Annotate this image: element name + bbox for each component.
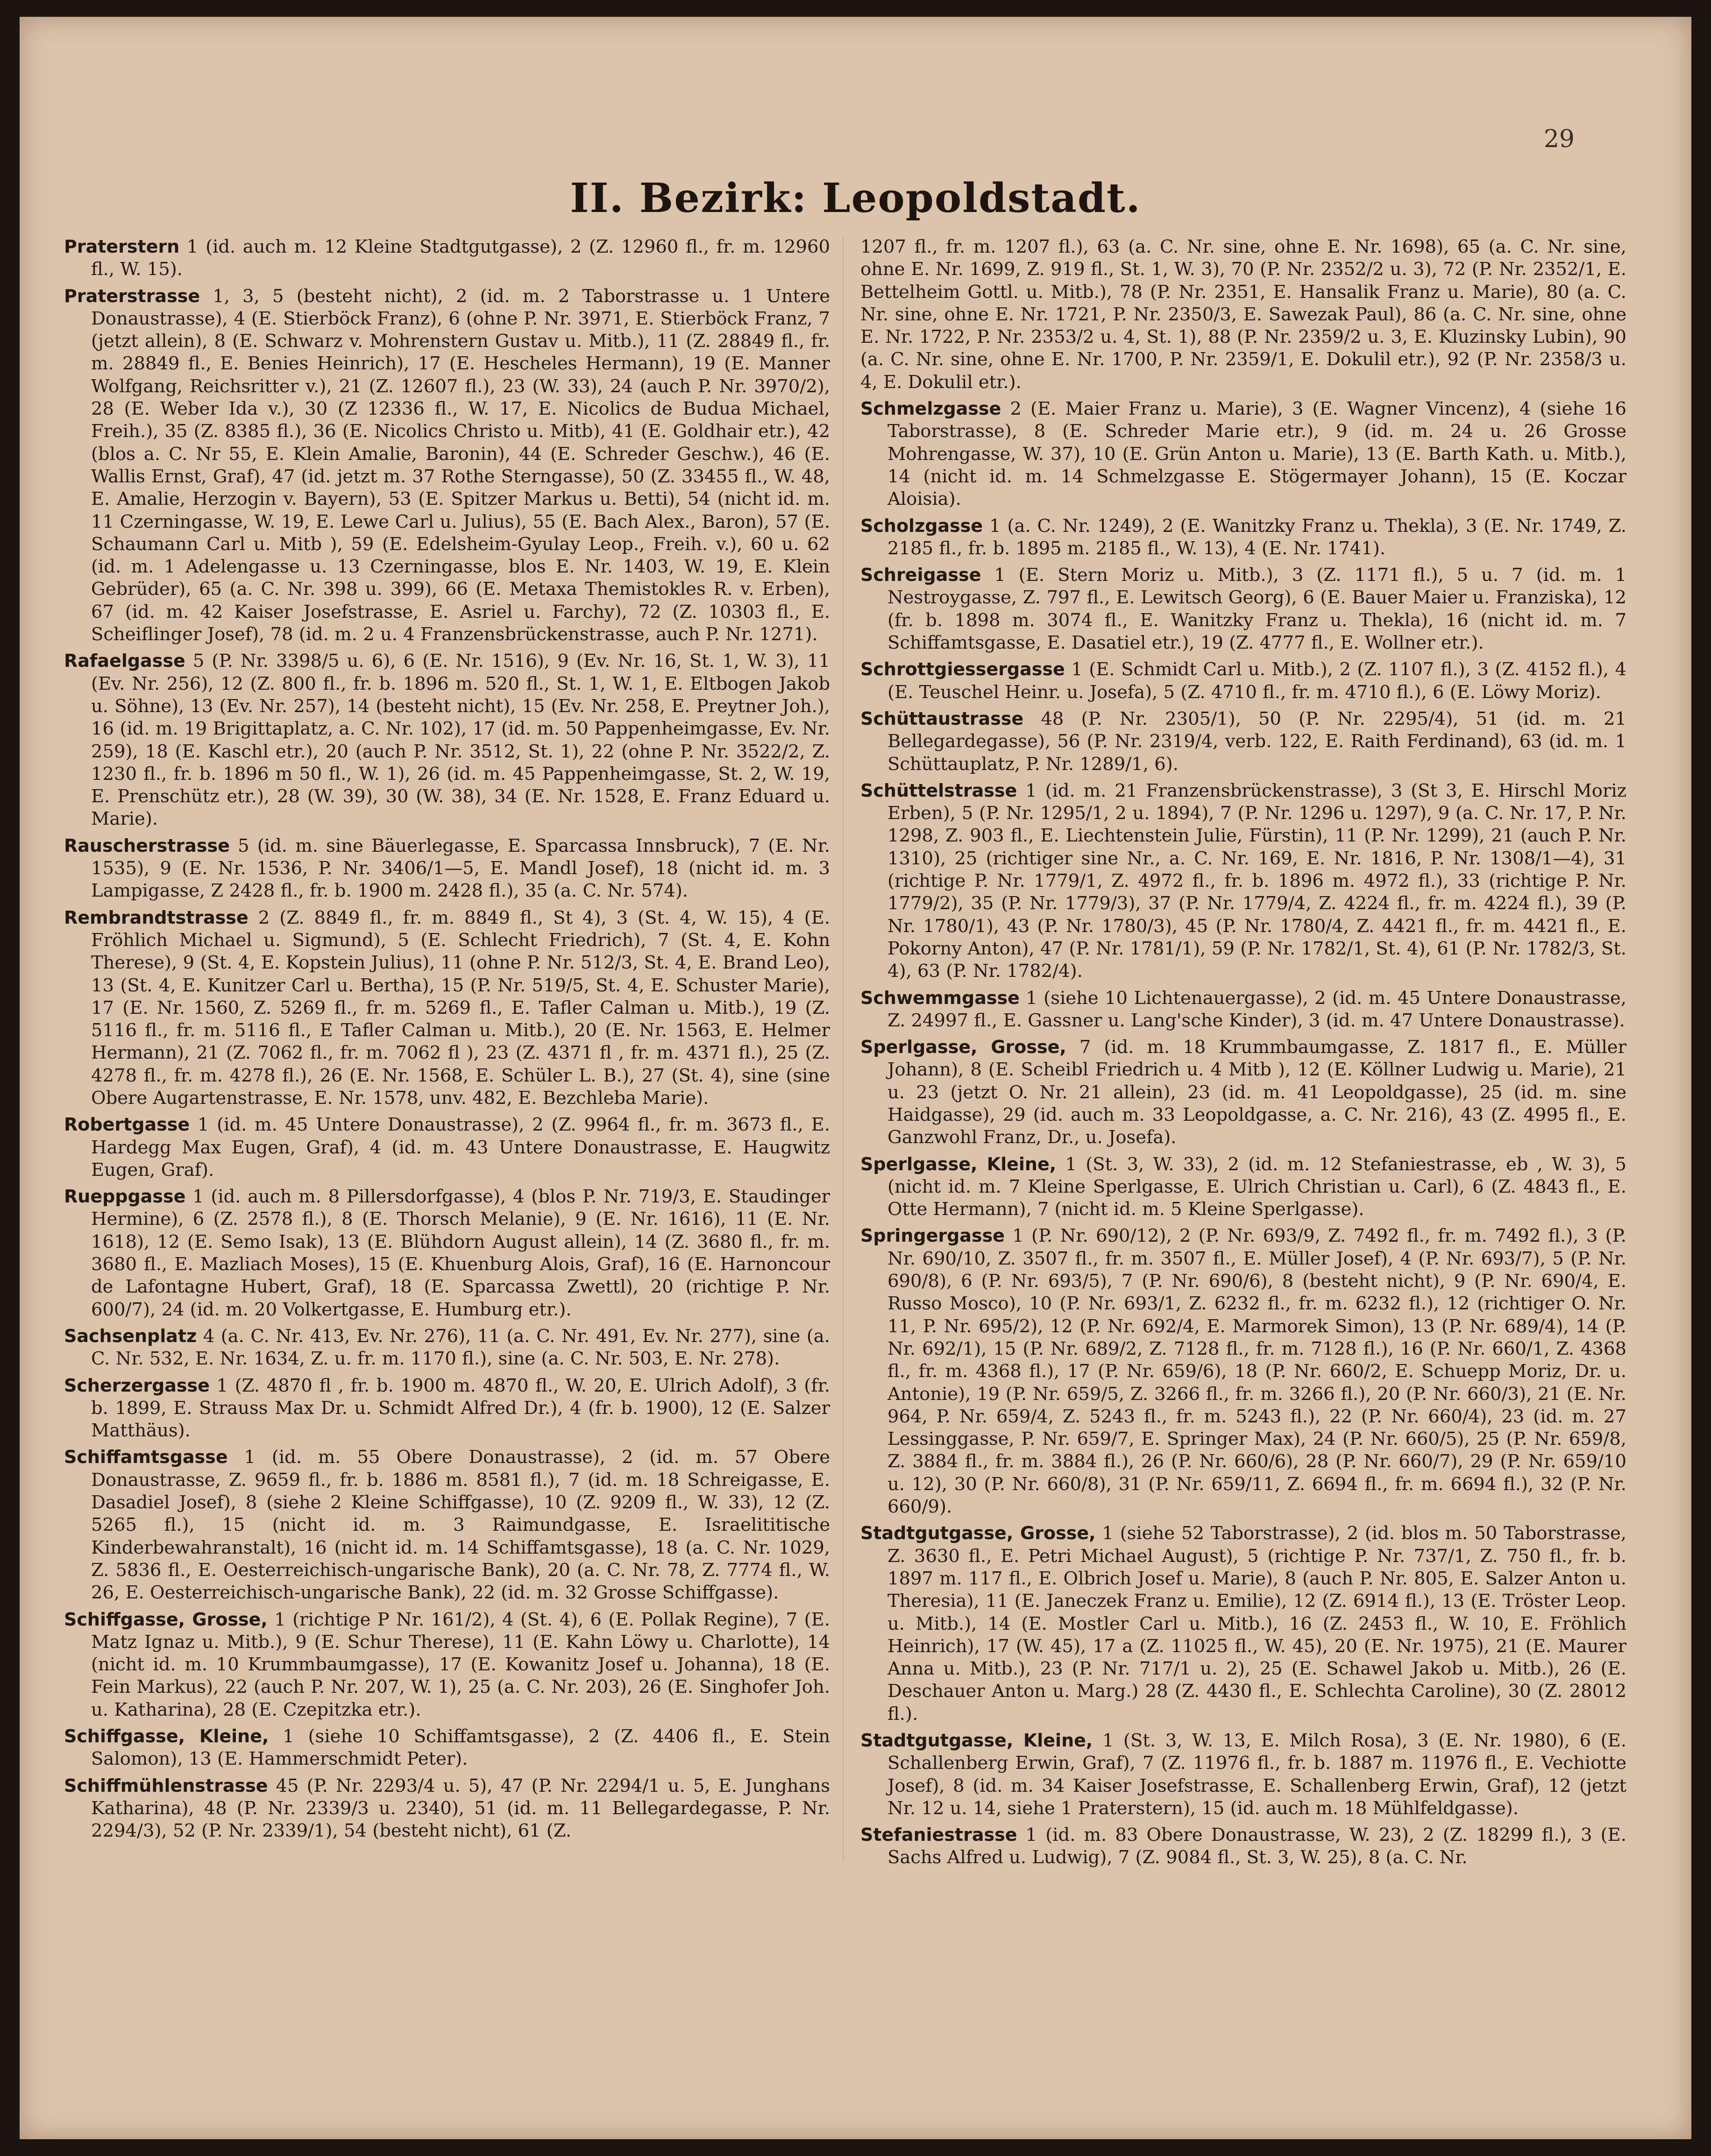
street-name: Praterstrasse (64, 285, 200, 306)
house-number-list: 1 (E. Stern Moriz u. Mitb.), 3 (Z. 1171 fl.), 5 u. 7 (id. m. 1 Nestroygasse, Z. 797 fl., E. Lewitsch Georg), 6 (E. Bauer Maier u. Franziska), 12 (fr. b. 1898 m. 3074 fl., E. Wanitzky Franz u. Thekla), 16 (nicht id. m. 7 Schiffamtsgasse, E. Dasatiel etr.), 19 (Z. 4777 fl., E. Wollner etr.). (887, 565, 1627, 654)
street-entry (860, 658, 1626, 704)
left-column (64, 235, 830, 1846)
house-number-list: 1 (E. Schmidt Carl u. Mitb.), 2 (Z. 1107 fl.), 3 (Z. 4152 fl.), 4 (E. Teuschel Heinr. u. Josefa), 5 (Z. 4710 fl., fr. m. 4710 fl.), 6 (E. Löwy Moriz). (887, 659, 1626, 703)
street-name: Rafaelgasse (64, 650, 185, 672)
street-entry (64, 906, 830, 1110)
street-name: Praterstern (64, 236, 180, 257)
street-entry (860, 564, 1626, 654)
house-number-list: 2 (Z. 8849 fl., fr. m. 8849 fl., St 4), 3 (St. 4, W. 15), 4 (E. Fröhlich Michael u. Sigmund), 5 (E. Schlecht Friedrich), 7 (St. 4, E. Kohn Therese), 9 (St. 4, E. Kopstein Julius), 11 (ohne P. Nr. 512/3, St. 4, E. Brand Leo), 13 (St. 4, E. Kunitzer Carl u. Bertha), 15 (P. Nr. 519/5, St. 4, E. Schuster Marie), 17 (E. Nr. 1560, Z. 5269 fl., fr. m. 5269 fl., E. Tafler Calman u. Mitb.), 19 (Z. 5116 fl., fr. m. 5116 fl., E Tafler Calman u. Mitb.), 20 (E. Nr. 1563, E. Helmer Hermann), 21 (Z. 7062 fl., fr. m. 7062 fl ), 23 (Z. 4371 fl , fr. m. 4371 fl.), 25 (Z. 4278 fl., fr. m. 4278 fl.), 26 (E. Nr. 1568, E. Schüler L. B.), 27 (St. 4), sine (sine Obere Augartenstrasse, E. Nr. 1578, unv. 482, E. Bezchleba Marie). (91, 907, 830, 1109)
house-number-list: 1 (id. auch m. 8 Pillersdorfgasse), 4 (blos P. Nr. 719/3, E. Staudinger Hermine), 6 (Z. 2578 fl.), 8 (E. Thorsch Melanie), 9 (E. Nr. 1616), 11 (E. Nr. 1618), 12 (E. Semo Isak), 13 (E. Blühdorn August allein), 14 (Z. 3680 fl., fr. m. 3680 fl., E. Mazliach Moses), 15 (E. Khuenburg Alois, Graf), 16 (E. Harnoncour de Lafontagne Hubert, Graf), 18 (E. Sparcassa Zwettl), 20 (richtige P. Nr. 600/7), 24 (id. m. 20 Volkertgasse, E. Humburg etr.). (91, 1186, 830, 1320)
street-entry (860, 1153, 1626, 1221)
street-name: Schiffgasse, Kleine, (64, 1726, 269, 1746)
street-name: Sachsenplatz (64, 1325, 197, 1346)
street-name: Schüttelstrasse (860, 780, 1017, 801)
street-entry (860, 1036, 1626, 1149)
street-entry (860, 1729, 1626, 1820)
street-entry (64, 1608, 830, 1721)
street-entry (64, 1185, 830, 1321)
street-name: Springergasse (860, 1225, 1005, 1246)
street-entry (64, 650, 830, 830)
street-name: Stadtgutgasse, Grosse, (860, 1523, 1096, 1544)
right-column (860, 235, 1626, 1873)
street-name: Sperlgasse, Kleine, (860, 1153, 1057, 1174)
street-name: Schüttaustrasse (860, 708, 1024, 729)
house-number-list: 1 (a. C. Nr. 1249), 2 (E. Wanitzky Franz u. Thekla), 3 (E. Nr. 1749, Z. 2185 fl., fr. b. 1895 m. 2185 fl., W. 13), 4 (E. Nr. 1741). (887, 515, 1626, 559)
street-entry (64, 1446, 830, 1604)
street-entry (64, 1113, 830, 1181)
house-number-list: 1 (id. m. 45 Untere Donaustrasse), 2 (Z. 9964 fl., fr. m. 3673 fl., E. Hardegg Max Eugen, Graf), 4 (id. m. 43 Untere Donaustrasse, E. Haugwitz Eugen, Graf). (91, 1114, 830, 1180)
street-name: Scholzgasse (860, 515, 983, 536)
street-entry (860, 1824, 1626, 1869)
house-number-list: 45 (P. Nr. 2293/4 u. 5), 47 (P. Nr. 2294/1 u. 5, E. Junghans Katharina), 48 (P. Nr. 2339/3 u. 2340), 51 (id. m. 11 Bellegardegasse, P. Nr. 2294/3), 52 (P. Nr. 2339/1), 54 (besteht nicht), 61 (Z. (91, 1775, 830, 1842)
street-name: Rembrandtstrasse (64, 907, 248, 928)
house-number-list: 1 (St. 3, W. 33), 2 (id. m. 12 Stefaniestrasse, eb , W. 3), 5 (nicht id. m. 7 Kleine Sperlgasse, E. Ulrich Christian u. Carl), 6 (Z. 4843 fl., E. Otte Hermann), 7 (nicht id. m. 5 Kleine Sperlgasse). (887, 1153, 1626, 1220)
street-entry (860, 707, 1626, 776)
house-number-list: 4 (a. C. Nr. 413, Ev. Nr. 276), 11 (a. C. Nr. 491, Ev. Nr. 277), sine (a. C. Nr. 532, E. Nr. 1634, Z. u. fr. m. 1170 fl.), sine (a. C. Nr. 503, E. Nr. 278). (91, 1325, 831, 1370)
house-number-list: 1 (id. m. 83 Obere Donaustrasse, W. 23), 2 (Z. 18299 fl.), 3 (E. Sachs Alfred u. Ludwig), 7 (Z. 9084 fl., St. 3, W. 25), 8 (a. C. Nr. (887, 1824, 1626, 1868)
street-entry (64, 1774, 830, 1843)
street-entry (860, 397, 1626, 510)
street-name: Schiffamtsgasse (64, 1447, 228, 1468)
street-name: Rueppgasse (64, 1186, 186, 1207)
street-entry (860, 235, 1626, 394)
house-number-list: 5 (id. m. sine Bäuerlegasse, E. Sparcassa Innsbruck), 7 (E. Nr. 1535), 9 (E. Nr. 1536, P. Nr. 3406/1—5, E. Mandl Josef), 18 (nicht id. m. 3 Lampigasse, Z 2428 fl., fr. b. 1900 m. 2428 fl.), 35 (a. C. Nr. 574). (91, 835, 830, 902)
street-name: Sperlgasse, Grosse, (860, 1037, 1066, 1058)
street-entry (64, 1325, 830, 1371)
street-name: Rauscherstrasse (64, 835, 230, 856)
house-number-list: 1 (siehe 10 Schiffamtsgasse), 2 (Z. 4406 fl., E. Stein Salomon), 13 (E. Hammerschmidt Peter). (91, 1726, 830, 1770)
house-number-list: 1 (St. 3, W. 13, E. Milch Rosa), 3 (E. Nr. 1980), 6 (E. Schallenberg Erwin, Graf), 7 (Z. 11976 fl., fr. b. 1887 m. 11976 fl., E. Vechiotte Josef), 8 (id. m. 34 Kaiser Josefstrasse, E. Schallenberg Erwin, Graf), 12 (jetzt Nr. 12 u. 14, siehe 1 Praterstern), 15 (id. auch m. 18 Mühlfeldgasse). (887, 1730, 1626, 1819)
street-name: Schwemmgasse (860, 987, 1020, 1008)
street-name: Stefaniestrasse (860, 1824, 1017, 1845)
house-number-list: 5 (P. Nr. 3398/5 u. 6), 6 (E. Nr. 1516), 9 (Ev. Nr. 16, St. 1, W. 3), 11 (Ev. Nr. 256), 12 (Z. 800 fl., fr. b. 1896 m. 520 fl., St. 1, W. 1, E. Eltbogen Jakob u. Söhne), 13 (Ev. Nr. 257), 14 (besteht nicht), 15 (Ev. Nr. 258, E. Preytner Joh.), 16 (id. m. 19 Brigittaplatz, a. C. Nr. 102), 17 (id. m. 50 Pappenheimgasse, Ev. Nr. 259), 18 (E. Kaschl etr.), 20 (auch P. Nr. 3512, St. 1), 22 (ohne P. Nr. 3522/2, Z. 1230 fl., fr. b. 1896 m 50 fl., W. 1), 26 (id. m. 45 Pappenheimgasse, St. 2, W. 19, E. Prenschütz etr.), 28 (W. 39), 30 (W. 38), 34 (E. Nr. 1528, E. Franz Eduard u. Marie). (91, 650, 830, 830)
street-entry (64, 1374, 830, 1442)
street-name: Schmelzgasse (860, 398, 1001, 419)
street-name: Scherzergasse (64, 1375, 210, 1396)
street-name: Schiffgasse, Grosse, (64, 1609, 268, 1630)
column-divider (843, 236, 844, 1861)
street-entry (860, 987, 1626, 1032)
street-entry (64, 285, 830, 646)
street-name: Stadtgutgasse, Kleine, (860, 1730, 1093, 1751)
house-number-list: 1 (id. m. 55 Obere Donaustrasse), 2 (id. m. 57 Obere Donaustrasse, Z. 9659 fl., fr. b. 1886 m. 8581 fl.), 7 (id. m. 18 Schreigasse, E. Dasadiel Josef), 8 (siehe 2 Kleine Schiffgasse), 10 (Z. 9209 fl., W. 33), 12 (Z. 5265 fl.), 15 (nicht id. m. 3 Raimundgasse, E. Israelititische Kinderbewahranstalt), 16 (nicht id. m. 14 Schiffamtsgasse), 18 (a. C. Nr. 1029, Z. 5836 fl., E. Oesterreichisch-ungarische Bank), 20 (a. C. Nr. 78, Z. 7774 fl., W. 26, E. Oesterreichisch-ungarische Bank), 22 (id. m. 32 Grosse Schiffgasse). (91, 1447, 830, 1604)
house-number-list: 1207 fl., fr. m. 1207 fl.), 63 (a. C. Nr. sine, ohne E. Nr. 1698), 65 (a. C. Nr. sine, ohne E. Nr. 1699, Z. 919 fl., St. 1, W. 3), 70 (P. Nr. 2352/2 u. 3), 72 (P. Nr. 2352/1, E. Bettelheim Gottl. u. Mitb.), 78 (P. Nr. 2351, E. Hansalik Franz u. Marie), 80 (a. C. Nr. sine, ohne E. Nr. 1721, P. Nr. 2350/3, E. Sawezak Paul), 86 (a. C. Nr. sine, ohne E. Nr. 1722, P. Nr. 2353/2 u. 4, St. 1), 88 (P. Nr. 2359/2 u. 3, E. Kluzinsky Lubin), 90 (a. C. Nr. sine, ohne E. Nr. 1700, P. Nr. 2359/1, E. Dokulil etr.), 92 (P. Nr. 2358/3 u. 4, E. Dokulil etr.). (860, 236, 1626, 393)
page-number: 29 (1543, 125, 1575, 153)
house-number-list: 1 (Z. 4870 fl , fr. b. 1900 m. 4870 fl., W. 20, E. Ulrich Adolf), 3 (fr. b. 1899, E. Strauss Max Dr. u. Schmidt Alfred Dr.), 4 (fr. b. 1900), 12 (E. Salzer Matthäus). (91, 1375, 830, 1442)
street-name: Robertgasse (64, 1114, 190, 1135)
document-page (20, 17, 1691, 2139)
street-entry (860, 1224, 1626, 1518)
house-number-list: 1 (id. auch m. 12 Kleine Stadtgutgasse), 2 (Z. 12960 fl., fr. m. 12960 fl., W. 15). (91, 236, 830, 280)
street-name: Schiffmühlenstrasse (64, 1775, 268, 1796)
house-number-list: 1 (P. Nr. 690/12), 2 (P. Nr. 693/9, Z. 7492 fl., fr. m. 7492 fl.), 3 (P. Nr. 690/10, Z. 3507 fl., fr. m. 3507 fl., E. Müller Josef), 4 (P. Nr. 693/7), 5 (P. Nr. 690/8), 6 (P. Nr. 693/5), 7 (P. Nr. 690/6), 8 (besteht nicht), 9 (P. Nr. 690/4, E. Russo Mosco), 10 (P. Nr. 693/1, Z. 6232 fl., fr. m. 6232 fl.), 12 (richtiger O. Nr. 11, P. Nr. 695/2), 12 (P. Nr. 692/4, E. Marmorek Simon), 13 (P. Nr. 689/4), 14 (P. Nr. 692/1), 15 (P. Nr. 689/2, Z. 7128 fl., fr. m. 7128 fl.), 16 (P. Nr. 660/1, Z. 4368 fl., fr. m. 4368 fl.), 17 (P. Nr. 659/6), 18 (P. Nr. 660/2, E. Schuepp Moriz, Dr. u. Antonie), 19 (P. Nr. 659/5, Z. 3266 fl., fr. m. 3266 fl.), 20 (P. Nr. 660/3), 21 (E. Nr. 964, P. Nr. 659/4, Z. 5243 fl., fr. m. 5243 fl.), 22 (P. Nr. 660/4), 23 (id. m. 27 Lessinggasse, P. Nr. 659/7, E. Springer Max), 24 (P. Nr. 660/5), 25 (P. Nr. 659/8, Z. 3884 fl., fr. m. 3884 fl.), 26 (P. Nr. 660/6), 28 (P. Nr. 660/7), 29 (P. Nr. 659/10 u. 12), 30 (P. Nr. 660/8), 31 (P. Nr. 659/11, Z. 6694 fl., fr. m. 6694 fl.), 32 (P. Nr. 660/9). (887, 1225, 1626, 1518)
street-entry (64, 1725, 830, 1771)
street-name: Schreigasse (860, 565, 981, 586)
street-entry (860, 515, 1626, 560)
house-number-list: 7 (id. m. 18 Krummbaumgasse, Z. 1817 fl., E. Müller Johann), 8 (E. Scheibl Friedrich u. 4 Mitb ), 12 (E. Köllner Ludwig u. Marie), 21 u. 23 (jetzt O. Nr. 21 allein), 23 (id. m. 41 Leopoldgasse), 25 (id. m. sine Haidgasse), 29 (id. auch m. 33 Leopoldgasse, a. C. Nr. 216), 43 (Z. 4995 fl., E. Ganzwohl Franz, Dr., u. Josefa). (887, 1037, 1626, 1148)
house-number-list: 1 (siehe 52 Taborstrasse), 2 (id. blos m. 50 Taborstrasse, Z. 3630 fl., E. Petri Michael August), 5 (richtige P. Nr. 737/1, Z. 750 fl., fr. b. 1897 m. 117 fl., E. Olbrich Josef u. Marie), 8 (auch P. Nr. 805, E. Salzer Anton u. Theresia), 11 (E. Janeczek Franz u. Emilie), 12 (Z. 6914 fl.), 13 (E. Tröster Leop. u. Mitb.), 14 (E. Mostler Carl u. Mitb.), 16 (Z. 2453 fl., W. 10, E. Fröhlich Heinrich), 17 (W. 45), 17 a (Z. 11025 fl., W. 45), 20 (E. Nr. 1975), 21 (E. Maurer Anna u. Mitb.), 23 (P. Nr. 717/1 u. 2), 25 (E. Schawel Jakob u. Mitb.), 26 (E. Deschauer Anton u. Marg.) 28 (Z. 4430 fl., E. Schlechta Caroline), 30 (Z. 28012 fl.). (887, 1523, 1627, 1725)
house-number-list: 1 (richtige P Nr. 161/2), 4 (St. 4), 6 (E. Pollak Regine), 7 (E. Matz Ignaz u. Mitb.), 9 (E. Schur Therese), 11 (E. Kahn Löwy u. Charlotte), 14 (nicht id. m. 10 Krummbaumgasse), 17 (E. Kowanitz Josef u. Johanna), 18 (E. Fein Markus), 22 (auch P. Nr. 207, W. 1), 25 (a. C. Nr. 203), 26 (E. Singhofer Joh. u. Katharina), 28 (E. Czepitzka etr.). (91, 1609, 830, 1720)
street-entry (64, 834, 830, 903)
page-title: II. Bezirk: Leopoldstadt. (570, 175, 1141, 222)
house-number-list: 48 (P. Nr. 2305/1), 50 (P. Nr. 2295/4), 51 (id. m. 21 Bellegardegasse), 56 (P. Nr. 2319/4, verb. 122, E. Raith Ferdinand), 63 (id. m. 1 Schüttauplatz, P. Nr. 1289/1, 6). (887, 708, 1626, 775)
house-number-list: 1 (siehe 10 Lichtenauergasse), 2 (id. m. 45 Untere Donaustrasse, Z. 24997 fl., E. Gassner u. Lang'sche Kinder), 3 (id. m. 47 Untere Donaustrasse). (887, 987, 1626, 1031)
street-entry (860, 779, 1626, 983)
house-number-list: 1 (id. m. 21 Franzensbrückenstrasse), 3 (St 3, E. Hirschl Moriz Erben), 5 (P. Nr. 1295/1, 2 u. 1894), 7 (P. Nr. 1296 u. 1297), 9 (a. C. Nr. 17, P. Nr. 1298, Z. 903 fl., E. Liechtenstein Julie, Fürstin), 11 (P. Nr. 1299), 21 (auch P. Nr. 1310), 25 (richtiger sine Nr., a. C. Nr. 169, E. Nr. 1816, P. Nr. 1308/1—4), 31 (richtige P. Nr. 1779/1, Z. 4972 fl., fr. b. 1896 m. 4972 fl.), 33 (richtige P. Nr. 1779/2), 35 (P. Nr. 1779/3), 37 (P. Nr. 1779/4, Z. 4224 fl., fr. m. 4224 fl.), 39 (P. Nr. 1780/1), 43 (P. Nr. 1780/3), 45 (P. Nr. 1780/4, Z. 4421 fl., fr. m. 4421 fl., E. Pokorny Anton), 47 (P. Nr. 1781/1), 59 (P. Nr. 1782/1, St. 4), 61 (P. Nr. 1782/3, St. 4), 63 (P. Nr. 1782/4). (887, 780, 1626, 982)
house-number-list: 1, 3, 5 (besteht nicht), 2 (id. m. 2 Taborstrasse u. 1 Untere Donaustrasse), 4 (E. Stierböck Franz), 6 (ohne P. Nr. 3971, E. Stierböck Franz, 7 (jetzt allein), 8 (E. Schwarz v. Mohrenstern Gustav u. Mitb.), 11 (Z. 28849 fl., fr. m. 28849 fl., E. Benies Heinrich), 17 (E. Hescheles Hermann), 19 (E. Manner Wolfgang, Reichsritter v.), 21 (Z. 12607 fl.), 23 (W. 33), 24 (auch P. Nr. 3970/2), 28 (E. Weber Ida v.), 30 (Z 12336 fl., W. 17, E. Nicolics de Budua Michael, Freih.), 35 (Z. 8385 fl.), 36 (E. Nicolics Christo u. Mitb), 41 (E. Goldhair etr.), 42 (blos a. C. Nr 55, E. Klein Amalie, Baronin), 44 (E. Schreder Geschw.), 46 (E. Wallis Ernst, Graf), 47 (id. jetzt m. 37 Rothe Sterngasse), 50 (Z. 33455 fl., W. 48, E. Amalie, Herzogin v. Bayern), 53 (E. Spitzer Markus u. Betti), 54 (nicht id. m. 11 Czerningasse, W. 19, E. Lewe Carl u. Julius), 55 (E. Bach Alex., Baron), 57 (E. Schaumann Carl u. Mitb ), 59 (E. Edelsheim-Gyulay Leop., Freih. v.), 60 u. 62 (id. m. 1 Adelengasse u. 13 Czerningasse, blos E. Nr. 1403, W. 19, E. Klein Gebrüder), 65 (a. C. Nr. 398 u. 399), 66 (E. Metaxa Themistokles R. v. Erben), 67 (id. m. 42 Kaiser Josefstrasse, E. Asriel u. Farchy), 72 (Z. 10303 fl., E. Scheiflinger Josef), 78 (id. m. 2 u. 4 Franzensbrückenstrasse, auch P. Nr. 1271). (91, 285, 830, 645)
house-number-list: 2 (E. Maier Franz u. Marie), 3 (E. Wagner Vincenz), 4 (siehe 16 Taborstrasse), 8 (E. Schreder Marie etr.), 9 (id. m. 24 u. 26 Grosse Mohrengasse, W. 37), 10 (E. Grün Anton u. Marie), 13 (E. Barth Kath. u. Mitb.), 14 (nicht id. m. 14 Schmelzgasse E. Stögermayer Johann), 15 (E. Koczar Aloisia). (887, 398, 1626, 510)
street-entry (860, 1522, 1626, 1725)
street-entry (64, 235, 830, 281)
street-name: Schrottgiessergasse (860, 659, 1065, 680)
